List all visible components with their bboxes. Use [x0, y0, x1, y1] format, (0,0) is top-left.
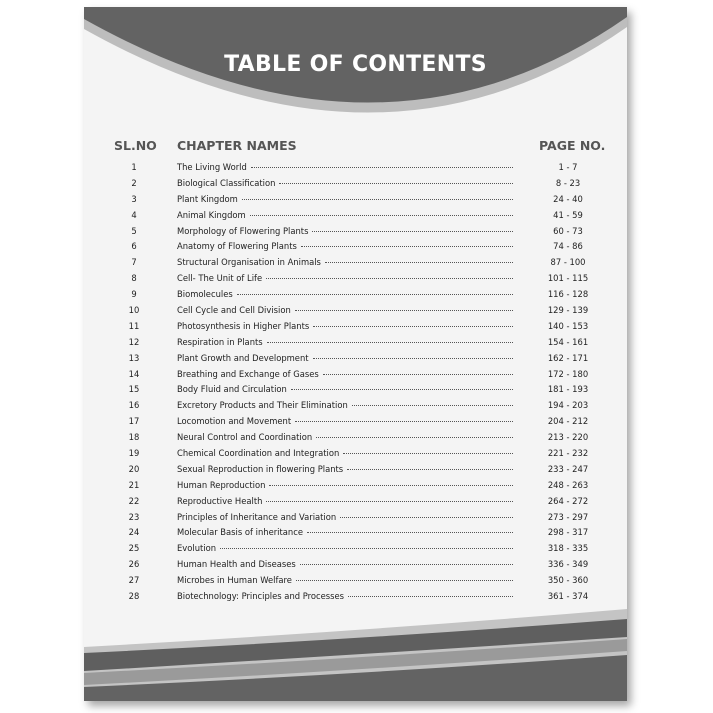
chapter-name: Animal Kingdom: [177, 209, 246, 220]
dot-leader: [250, 215, 513, 216]
chapter-row: [84, 319, 627, 335]
chapter-entry: [177, 353, 513, 363]
dot-leader: [269, 485, 513, 486]
chapter-entry: [177, 480, 513, 490]
chapter-row: [84, 192, 627, 208]
dot-leader: [300, 564, 513, 565]
chapter-name: Biomolecules: [177, 289, 233, 300]
chapter-page-range: 129 - 139: [547, 305, 589, 316]
chapter-row: [84, 303, 627, 319]
chapter-row: [84, 224, 627, 240]
chapter-page-range: 172 - 180: [547, 368, 589, 379]
chapter-entry: [177, 543, 513, 553]
chapter-row: [84, 398, 627, 414]
chapter-entry: [177, 289, 513, 299]
dot-leader: [325, 262, 513, 263]
chapter-entry: [177, 305, 513, 315]
chapter-entry: [177, 559, 513, 569]
chapter-serial-number: 3: [131, 193, 137, 204]
chapter-serial-number: 13: [128, 352, 140, 363]
dot-leader: [237, 294, 513, 295]
dot-leader: [343, 453, 513, 454]
chapter-serial-number: 12: [128, 336, 140, 347]
dot-leader: [267, 342, 513, 343]
dot-leader: [279, 183, 513, 184]
dot-leader: [301, 246, 513, 247]
chapter-row: [84, 589, 627, 605]
chapter-page-range: 204 - 212: [547, 416, 589, 427]
chapter-serial-number: 19: [128, 448, 140, 459]
dot-leader: [296, 580, 513, 581]
chapter-serial-number: 4: [131, 209, 137, 220]
chapter-row: [84, 271, 627, 287]
chapter-name: The Living World: [177, 162, 247, 172]
chapter-name: Sexual Reproduction in flowering Plants: [177, 463, 344, 474]
dot-leader: [251, 167, 513, 168]
chapter-name: Microbes in Human Welfare: [177, 575, 292, 586]
chapter-entry: [177, 400, 513, 410]
dot-leader: [242, 199, 513, 200]
chapter-page-range: 221 - 232: [547, 448, 589, 459]
chapter-row: [84, 414, 627, 430]
page-number-header: PAGE NO.: [539, 138, 606, 153]
page-title: TABLE OF CONTENTS: [224, 52, 487, 77]
chapter-serial-number: 15: [128, 384, 140, 395]
chapter-page-range: 162 - 171: [547, 352, 589, 363]
chapter-name: Anatomy of Flowering Plants: [177, 241, 297, 252]
chapter-serial-number: 14: [128, 368, 140, 379]
chapter-name: Biotechnology: Principles and Processes: [177, 591, 345, 602]
dot-leader: [313, 326, 513, 327]
chapter-row: [84, 510, 627, 526]
chapter-page-range: 213 - 220: [547, 432, 589, 443]
chapter-serial-number: 7: [131, 257, 137, 268]
chapter-row: [84, 541, 627, 557]
chapter-entry: [177, 448, 513, 458]
dot-leader: [316, 437, 513, 438]
chapter-page-range: 8 - 23: [555, 177, 581, 188]
chapter-serial-number: 17: [128, 416, 140, 427]
chapter-entry: [177, 591, 513, 601]
chapter-entry: [177, 384, 513, 394]
chapter-page-range: 361 - 374: [547, 591, 589, 602]
chapter-name: Locomotion and Movement: [177, 416, 292, 427]
chapter-page-range: 154 - 161: [547, 336, 589, 347]
chapter-entry: [177, 416, 513, 426]
chapter-serial-number: 25: [128, 543, 140, 554]
chapter-entry: [177, 321, 513, 331]
chapter-page-range: 101 - 115: [547, 273, 589, 284]
chapter-page-range: 87 - 100: [550, 257, 586, 268]
chapter-serial-number: 10: [128, 305, 140, 316]
chapter-name: Cell- The Unit of Life: [177, 273, 263, 284]
serial-number-header: SL.NO: [114, 138, 157, 153]
chapter-serial-number: 24: [128, 527, 140, 538]
chapter-row: [84, 208, 627, 224]
dot-leader: [340, 517, 513, 518]
chapter-page-range: 350 - 360: [547, 575, 589, 586]
chapter-entry: [177, 178, 513, 188]
chapter-page-range: 298 - 317: [547, 527, 589, 538]
chapter-entry: [177, 273, 513, 283]
toc-page: [84, 7, 627, 701]
chapter-entry: [177, 162, 513, 172]
chapter-page-range: 24 - 40: [553, 193, 583, 204]
chapter-entry: [177, 369, 513, 379]
chapter-name: Chemical Coordination and Integration: [177, 448, 340, 459]
chapter-entry: [177, 527, 513, 537]
chapter-name: Molecular Basis of inheritance: [177, 527, 303, 538]
chapter-serial-number: 9: [131, 289, 137, 300]
chapter-row: [84, 446, 627, 462]
chapter-name: Photosynthesis in Higher Plants: [177, 320, 310, 331]
chapter-page-range: 116 - 128: [547, 289, 589, 300]
chapter-row: [84, 494, 627, 510]
chapter-page-range: 140 - 153: [547, 320, 589, 331]
chapter-entry: [177, 210, 513, 220]
dot-leader: [266, 501, 513, 502]
chapter-entry: [177, 432, 513, 442]
chapter-page-range: 74 - 86: [553, 241, 583, 252]
dot-leader: [307, 532, 513, 533]
chapter-serial-number: 26: [128, 559, 140, 570]
chapter-entry: [177, 575, 513, 585]
dot-leader: [348, 596, 513, 597]
chapter-serial-number: 23: [128, 511, 140, 522]
chapter-name: Excretory Products and Their Elimination: [177, 400, 348, 411]
chapter-row: [84, 335, 627, 351]
dot-leader: [323, 374, 513, 375]
chapter-names-header: CHAPTER NAMES: [177, 138, 297, 153]
chapter-page-range: 60 - 73: [553, 225, 583, 236]
chapter-page-range: 336 - 349: [547, 559, 589, 570]
dot-leader: [291, 389, 513, 390]
dot-leader: [312, 231, 513, 232]
chapter-serial-number: 18: [128, 432, 140, 443]
chapter-serial-number: 8: [131, 273, 137, 284]
chapter-name: Biological Classification: [177, 177, 276, 188]
chapter-serial-number: 20: [128, 463, 140, 474]
chapter-row: [84, 160, 627, 176]
chapter-row: [84, 573, 627, 589]
chapter-row: [84, 255, 627, 271]
chapter-name: Body Fluid and Circulation: [177, 384, 287, 395]
chapter-row: [84, 430, 627, 446]
chapter-row: [84, 557, 627, 573]
chapter-entry: [177, 226, 513, 236]
chapter-name: Breathing and Exchange of Gases: [177, 368, 319, 379]
chapter-name: Evolution: [177, 543, 217, 554]
chapter-row: [84, 176, 627, 192]
dot-leader: [313, 358, 513, 359]
chapter-entry: [177, 337, 513, 347]
chapter-name: Cell Cycle and Cell Division: [177, 305, 291, 316]
chapter-row: [84, 367, 627, 383]
chapter-row: [84, 462, 627, 478]
chapter-name: Respiration in Plants: [177, 336, 263, 347]
chapter-name: Structural Organisation in Animals: [177, 257, 321, 268]
chapter-name: Reproductive Health: [177, 495, 263, 506]
chapter-name: Human Health and Diseases: [177, 559, 296, 570]
dot-leader: [295, 310, 513, 311]
chapter-serial-number: 21: [128, 479, 140, 490]
chapter-serial-number: 22: [128, 495, 140, 506]
chapter-page-range: 194 - 203: [547, 400, 589, 411]
chapter-name: Principles of Inheritance and Variation: [177, 511, 337, 522]
chapter-page-range: 248 - 263: [547, 479, 589, 490]
chapter-page-range: 273 - 297: [547, 511, 589, 522]
chapter-serial-number: 11: [128, 320, 140, 331]
chapter-list: [84, 160, 627, 605]
chapter-serial-number: 1: [131, 162, 137, 172]
chapter-serial-number: 27: [128, 575, 140, 586]
chapter-name: Plant Kingdom: [177, 193, 238, 204]
chapter-name: Plant Growth and Development: [177, 352, 309, 363]
chapter-serial-number: 5: [131, 225, 137, 236]
chapter-serial-number: 6: [131, 241, 137, 252]
chapter-row: [84, 525, 627, 541]
chapter-name: Neural Control and Coordination: [177, 432, 313, 443]
chapter-entry: [177, 512, 513, 522]
chapter-serial-number: 2: [131, 177, 137, 188]
chapter-serial-number: 28: [128, 591, 140, 602]
chapter-page-range: 1 - 7: [558, 162, 578, 172]
dot-leader: [352, 405, 513, 406]
chapter-page-range: 233 - 247: [547, 463, 589, 474]
chapter-entry: [177, 496, 513, 506]
chapter-row: [84, 478, 627, 494]
chapter-page-range: 41 - 59: [553, 209, 583, 220]
chapter-serial-number: 16: [128, 400, 140, 411]
chapter-row: [84, 351, 627, 367]
chapter-page-range: 264 - 272: [547, 495, 589, 506]
chapter-entry: [177, 241, 513, 251]
dot-leader: [220, 548, 513, 549]
chapter-row: [84, 239, 627, 255]
chapter-page-range: 181 - 193: [547, 384, 589, 395]
dot-leader: [295, 421, 513, 422]
chapter-entry: [177, 257, 513, 267]
chapter-name: Morphology of Flowering Plants: [177, 225, 309, 236]
dot-leader: [347, 469, 513, 470]
chapter-entry: [177, 194, 513, 204]
chapter-page-range: 318 - 335: [547, 543, 589, 554]
chapter-row: [84, 382, 627, 398]
chapter-row: [84, 287, 627, 303]
chapter-name: Human Reproduction: [177, 479, 266, 490]
dot-leader: [266, 278, 513, 279]
chapter-entry: [177, 464, 513, 474]
